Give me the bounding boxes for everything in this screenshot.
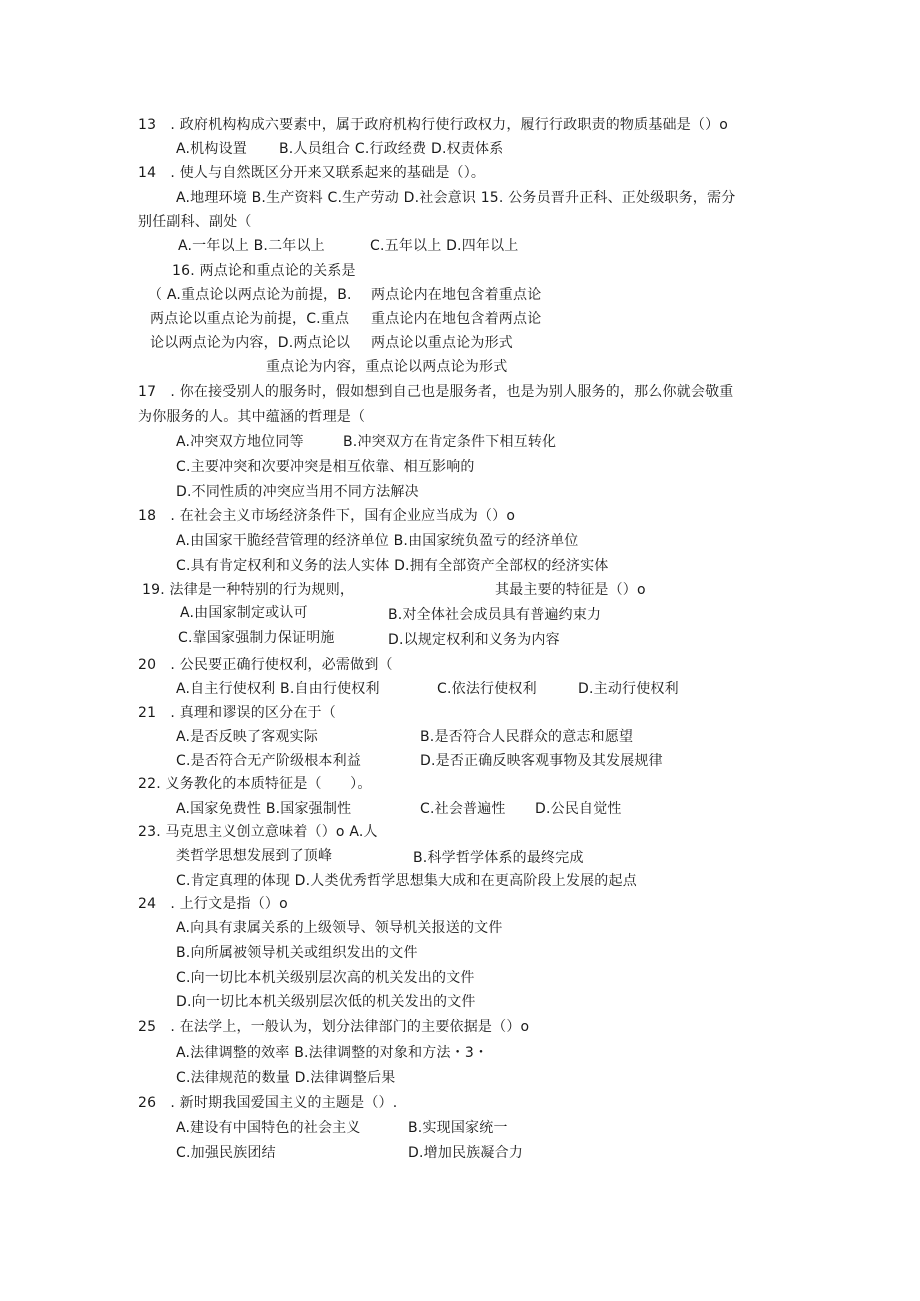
question-16-row4: 重点论为内容，重点论以两点论为形式 [266, 359, 508, 375]
question-21-option-c: C.是否符合无产阶级根本利益 [176, 753, 362, 769]
question-16-row1-right: 两点论内在地包含着重点论 [371, 287, 542, 303]
question-23-options-row2: C.肯定真理的体现 D.人类优秀哲学思想集大成和在更高阶段上发展的起点 [176, 873, 637, 889]
question-14-stem: 14 . 使人与自然既区分开来又联系起来的基础是（）。 [138, 165, 486, 181]
question-20-stem: 20 . 公民要正确行使权利，必需做到（ [138, 657, 393, 673]
question-26-option-c: C.加强民族团结 [176, 1145, 276, 1161]
question-13-stem: 13 . 政府机构构成六要素中，属于政府机构行使行政权力，履行行政职责的物质基础是（）o [138, 117, 729, 133]
question-23-stem: 23. 马克思主义创立意味着（）o A.人 [138, 824, 378, 840]
question-21-option-a: A.是否反映了客观实际 [176, 729, 318, 745]
question-22-option-d: D.公民自觉性 [535, 801, 622, 817]
question-17-stem-line2: 为你服务的人。其中蕴涵的哲理是（ [138, 409, 366, 425]
question-13-options-bcd: B.人员组合 C.行政经费 D.权责体系 [279, 141, 504, 157]
question-21-option-b: B.是否符合人民群众的意志和愿望 [420, 729, 634, 745]
question-19-option-a: A.由国家制定或认可 [180, 605, 308, 621]
question-14-options: A.地理环境 B.生产资料 C.生产劳动 D.社会意识 15. 公务员晋升正科、正处级职务，需分 [176, 190, 736, 206]
question-20-option-d: D.主动行使权利 [578, 681, 679, 697]
question-24-option-a: A.向具有隶属关系的上级领导、领导机关报送的文件 [176, 920, 503, 936]
question-16-row3-left: 论以两点论为内容，D.两点论以 [150, 335, 351, 351]
question-23-row1-left: 类哲学思想发展到了顶峰 [176, 848, 333, 864]
question-16-row2-left: 两点论以重点论为前提，C.重点 [150, 311, 350, 327]
question-16-row2-right: 重点论内在地包含着两点论 [371, 311, 542, 327]
question-19-option-d: D.以规定权利和义务为内容 [388, 632, 560, 648]
question-17-option-a: A.冲突双方地位同等 [176, 434, 304, 450]
question-20-option-c: C.依法行使权利 [437, 681, 537, 697]
question-26-option-b: B.实现国家统一 [408, 1120, 508, 1136]
question-15-options-cd: C.五年以上 D.四年以上 [370, 238, 519, 254]
question-24-stem: 24 . 上行文是指（）o [138, 896, 288, 912]
question-16-row3-right: 两点论以重点论为形式 [371, 335, 513, 351]
question-17-option-c: C.主要冲突和次要冲突是相互依靠、相互影响的 [176, 459, 475, 475]
question-16-row1-left: （ A.重点论以两点论为前提，B. [148, 287, 352, 303]
question-19-stem-right: 其最主要的特征是（）o [495, 582, 646, 598]
question-22-option-c: C.社会普遍性 [420, 801, 506, 817]
question-24-option-d: D.向一切比本机关级别层次低的机关发出的文件 [176, 994, 476, 1010]
question-19-option-b: B.对全体社会成员具有普遍约束力 [388, 607, 602, 623]
question-16-stem: 16. 两点论和重点论的关系是 [172, 263, 356, 279]
question-19-stem-left: 19. 法律是一种特别的行为规则， [142, 582, 355, 598]
question-26-stem: 26 . 新时期我国爱国主义的主题是（）. [138, 1095, 398, 1111]
question-22-options-ab: A.国家免费性 B.国家强制性 [176, 801, 352, 817]
question-24-option-c: C.向一切比本机关级别层次高的机关发出的文件 [176, 970, 475, 986]
question-15-stem-continued: 别任副科、副处（ [138, 214, 252, 230]
question-18-options-row1: A.由国家干脆经营管理的经济单位 B.由国家统负盈亏的经济单位 [176, 533, 579, 549]
question-19-option-c: C.靠国家强制力保证明施 [178, 630, 335, 646]
question-17-option-b: B.冲突双方在肯定条件下相互转化 [343, 434, 557, 450]
question-15-options-ab: A.一年以上 B.二年以上 [178, 238, 325, 254]
question-21-stem: 21 . 真理和谬误的区分在于（ [138, 705, 336, 721]
question-25-options-row2: C.法律规范的数量 D.法律调整后果 [176, 1070, 396, 1086]
question-18-stem: 18 . 在社会主义市场经济条件下，国有企业应当成为（）o [138, 508, 516, 524]
question-17-stem-line1: 17 . 你在接受别人的服务时，假如想到自己也是服务者，也是为别人服务的，那么你就会敬重 [138, 384, 734, 400]
question-22-stem: 22. 义务教化的本质特征是（ ）。 [138, 776, 372, 792]
question-18-options-row2: C.具有肯定权利和义务的法人实体 D.拥有全部资产全部权的经济实体 [176, 558, 609, 574]
question-25-options-row1: A.法律调整的效率 B.法律调整的对象和方法・3・ [176, 1045, 489, 1061]
question-20-options-ab: A.自主行使权利 B.自由行使权利 [176, 681, 380, 697]
question-13-option-a: A.机构设置 [176, 141, 247, 157]
question-17-option-d: D.不同性质的冲突应当用不同方法解决 [176, 484, 419, 500]
question-24-option-b: B.向所属被领导机关或组织发出的文件 [176, 945, 418, 961]
question-25-stem: 25 . 在法学上，一般认为，划分法律部门的主要依据是（）o [138, 1019, 530, 1035]
question-23-row1-right: B.科学哲学体系的最终完成 [413, 850, 584, 866]
question-26-option-d: D.增加民族凝合力 [408, 1145, 524, 1161]
question-26-option-a: A.建设有中国特色的社会主义 [176, 1120, 361, 1136]
question-21-option-d: D.是否正确反映客观事物及其发展规律 [420, 753, 663, 769]
